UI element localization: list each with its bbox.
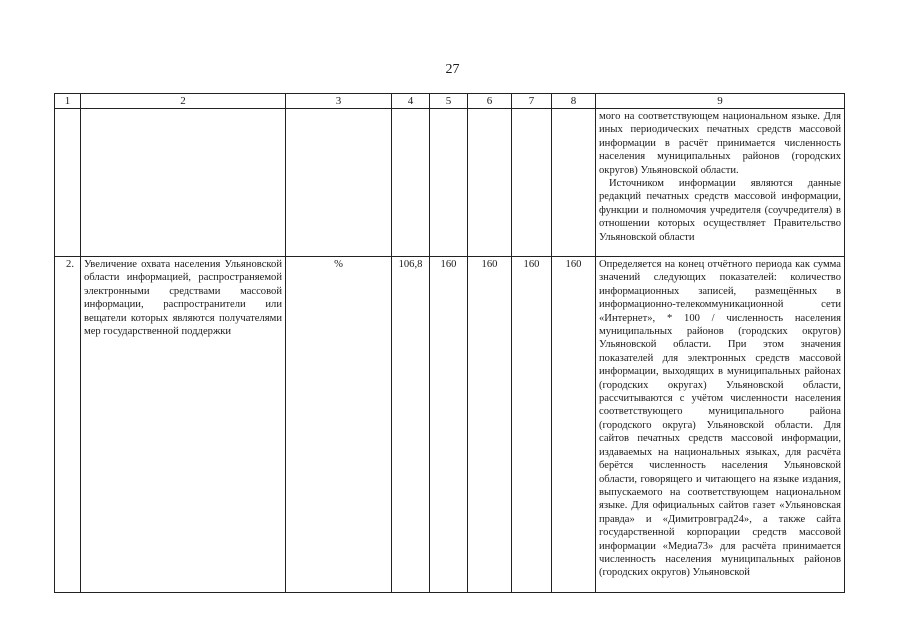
empty-cell <box>286 109 392 257</box>
table-row <box>55 109 845 257</box>
value-col-4: 106,8 <box>392 257 430 593</box>
column-number-7: 7 <box>512 94 552 109</box>
empty-cell <box>430 109 468 257</box>
empty-cell <box>392 109 430 257</box>
value-col-6: 160 <box>468 257 512 593</box>
value-col-7: 160 <box>512 257 552 593</box>
column-number-5: 5 <box>430 94 468 109</box>
column-number-1: 1 <box>55 94 81 109</box>
method-paragraph: Источником информации являются данные редакций печатных средств массовой информации, функции и полномочия учредителя (соучредителя) в отношении которых осуществляет Правительство Ульяновской области <box>599 178 841 243</box>
page-number: 27 <box>445 62 460 77</box>
column-number-8: 8 <box>552 94 596 109</box>
empty-cell <box>552 109 596 257</box>
column-number-3: 3 <box>286 94 392 109</box>
empty-cell <box>55 109 81 257</box>
column-number-4: 4 <box>392 94 430 109</box>
empty-cell <box>512 109 552 257</box>
table-header-row <box>55 94 845 109</box>
empty-cell <box>468 109 512 257</box>
column-number-9: 9 <box>596 94 845 109</box>
table-row <box>55 257 845 593</box>
column-number-6: 6 <box>468 94 512 109</box>
empty-cell <box>81 109 286 257</box>
method-cell-continued <box>596 109 845 257</box>
row-number: 2. <box>55 257 81 593</box>
method-description: Определяется на конец отчётного периода как сумма значений следующих показателей: количество информационных записей, размещённых в информационно-телекоммуникационной сети «Интернет», * 100 / численность населения муниципальных районов (городских округов) Ульяновской области. При этом значения показателей для электронных средств массовой информации, выходящих в муниципальных районах (городских округах) Ульяновской области, рассчитываются с учётом численности населения соответствующего муниципального района (городского округа) Ульяновской области. Для сайтов печатных средств массовой информации, издаваемых на национальных языках, для расчёта берётся численность населения Ульяновской области, говорящего и читающего на языке издания, выпускаемого на соответствующем национальном языке. Для официальных сайтов газет «Ульяновская правда» и «Димитровград24», а также сайта государственной корпорации средств массовой информации «Медиа73» для расчёта принимается численность населения муниципальных районов (городских округов) Ульяновской <box>596 257 845 593</box>
value-col-8: 160 <box>552 257 596 593</box>
unit-cell: % <box>286 257 392 593</box>
indicators-table <box>54 93 845 593</box>
value-col-5: 160 <box>430 257 468 593</box>
column-number-2: 2 <box>81 94 286 109</box>
method-paragraph: мого на соответствующем национальном языке. Для иных периодических печатных средств массовой информации в расчёт принимается численность населения муниципальных районов (городских округов) Ульяновской области. <box>599 111 841 176</box>
indicator-name: Увеличение охвата населения Ульяновской области информацией, распространяемой электронными средствами массовой информации, распространители или вещатели которых являются получателями мер государственной поддержки <box>81 257 286 593</box>
